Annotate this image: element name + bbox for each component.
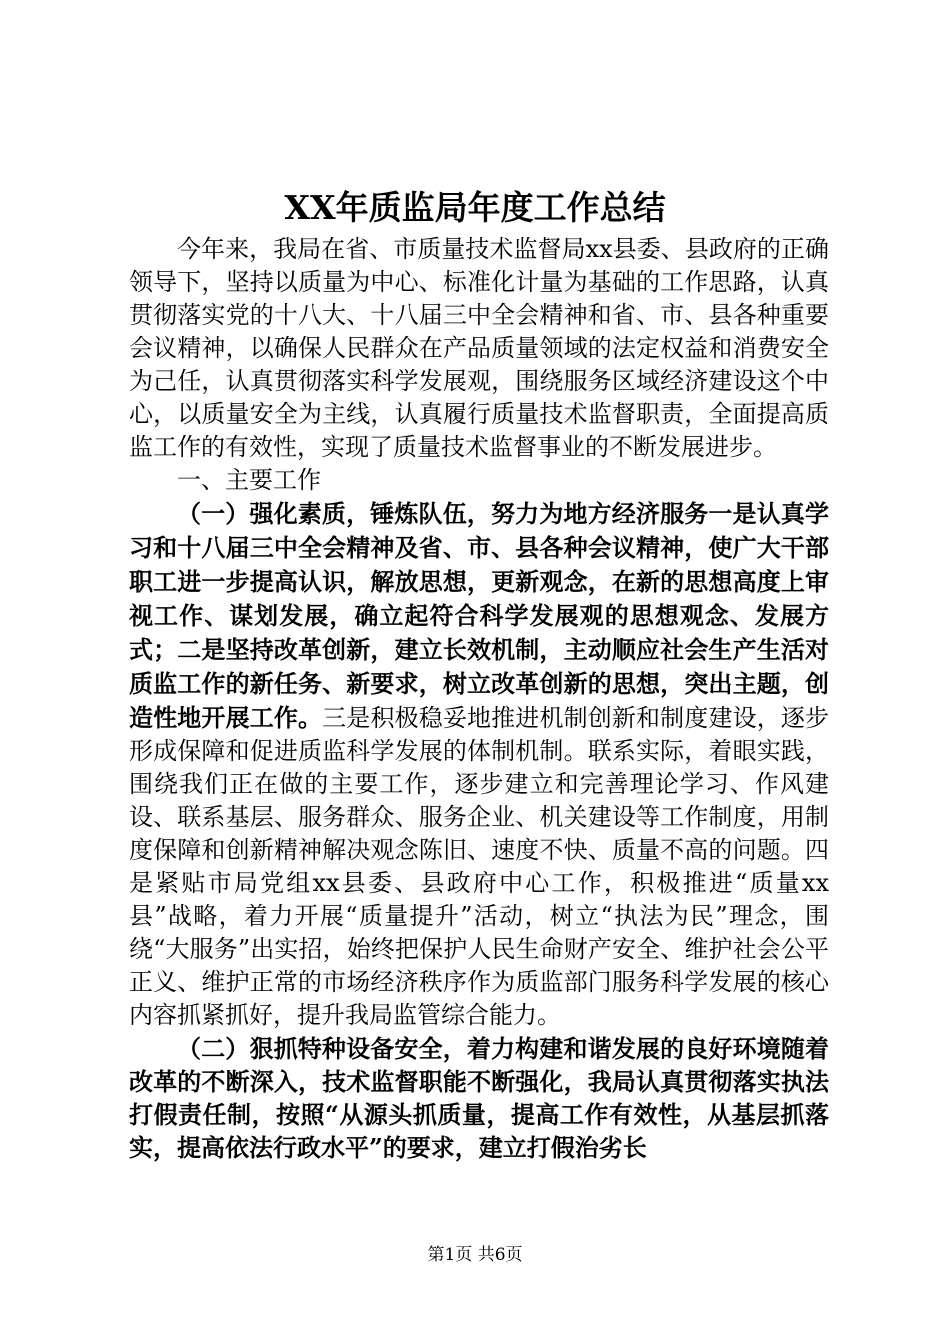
paragraph-2: （二）狠抓特种设备安全，着力构建和谐发展的良好环境随着改革的不断深入，技术监督职能不断强化，我局认真贯彻落实执法打假责任制，按照“从源头抓质量，提高工作有效性，从基层抓落实，提高依法行政水平”的要求，建立打假治劣长 [129, 1034, 829, 1162]
paragraph-1 [129, 497, 829, 1032]
paragraph-1-bold-text: （一）强化素质，锤炼队伍，努力为地方经济服务一是认真学习和十八届三中全会精神及省、市、县各种会议精神，使广大干部职工进一步提高认识，解放思想，更新观念，在新的思想高度上审视工作、谋划发展，确立起符合科学发展观的思想观念、发展方式；二是坚持改革创新，建立长效机制，主动顺应社会生产生活对质监工作的新任务、新要求，树立改革创新的思想，突出主题，创造性地开展工作。 [129, 499, 829, 732]
section-heading: 一、主要工作 [177, 466, 321, 494]
page-footer: 第1页 共6页 [427, 1245, 523, 1265]
document-body [129, 233, 829, 1164]
intro-paragraph: 今年来，我局在省、市质量技术监督局xx县委、县政府的正确领导下，坚持以质量为中心、标准化计量为基础的工作思路，认真贯彻落实党的十八大、十八届三中全会精神和省、市、县各种重要会议精神，以确保人民群众在产品质量领域的法定权益和消费安全为己任，认真贯彻落实科学发展观，围绕服务区域经济建设这个中心，以质量安全为主线，认真履行质量技术监督职责，全面提高质监工作的有效性，实现了质量技术监督事业的不断发展进步。 [129, 235, 829, 461]
paragraph-1-normal-text: 三是积极稳妥地推进机制创新和制度建设，逐步形成保障和促进质监科学发展的体制机制。联系实际，着眼实践，围绕我们正在做的主要工作，逐步建立和完善理论学习、作风建设、联系基层、服务群众、服务企业、机关建设等工作制度，用制度保障和创新精神解决观念陈旧、速度不快、质量不高的问题。四是紧贴市局党组xx县委、县政府中心工作，积极推进“质量xx县”战略，着力开展“质量提升”活动，树立“执法为民”理念，围绕“大服务”出实招，始终把保护人民生命财产安全、维护社会公平正义、维护正常的市场经济秩序作为质监部门服务科学发展的核心内容抓紧抓好，提升我局监管综合能力。 [129, 704, 830, 1029]
document-title: XX年质监局年度工作总结 [284, 188, 666, 227]
